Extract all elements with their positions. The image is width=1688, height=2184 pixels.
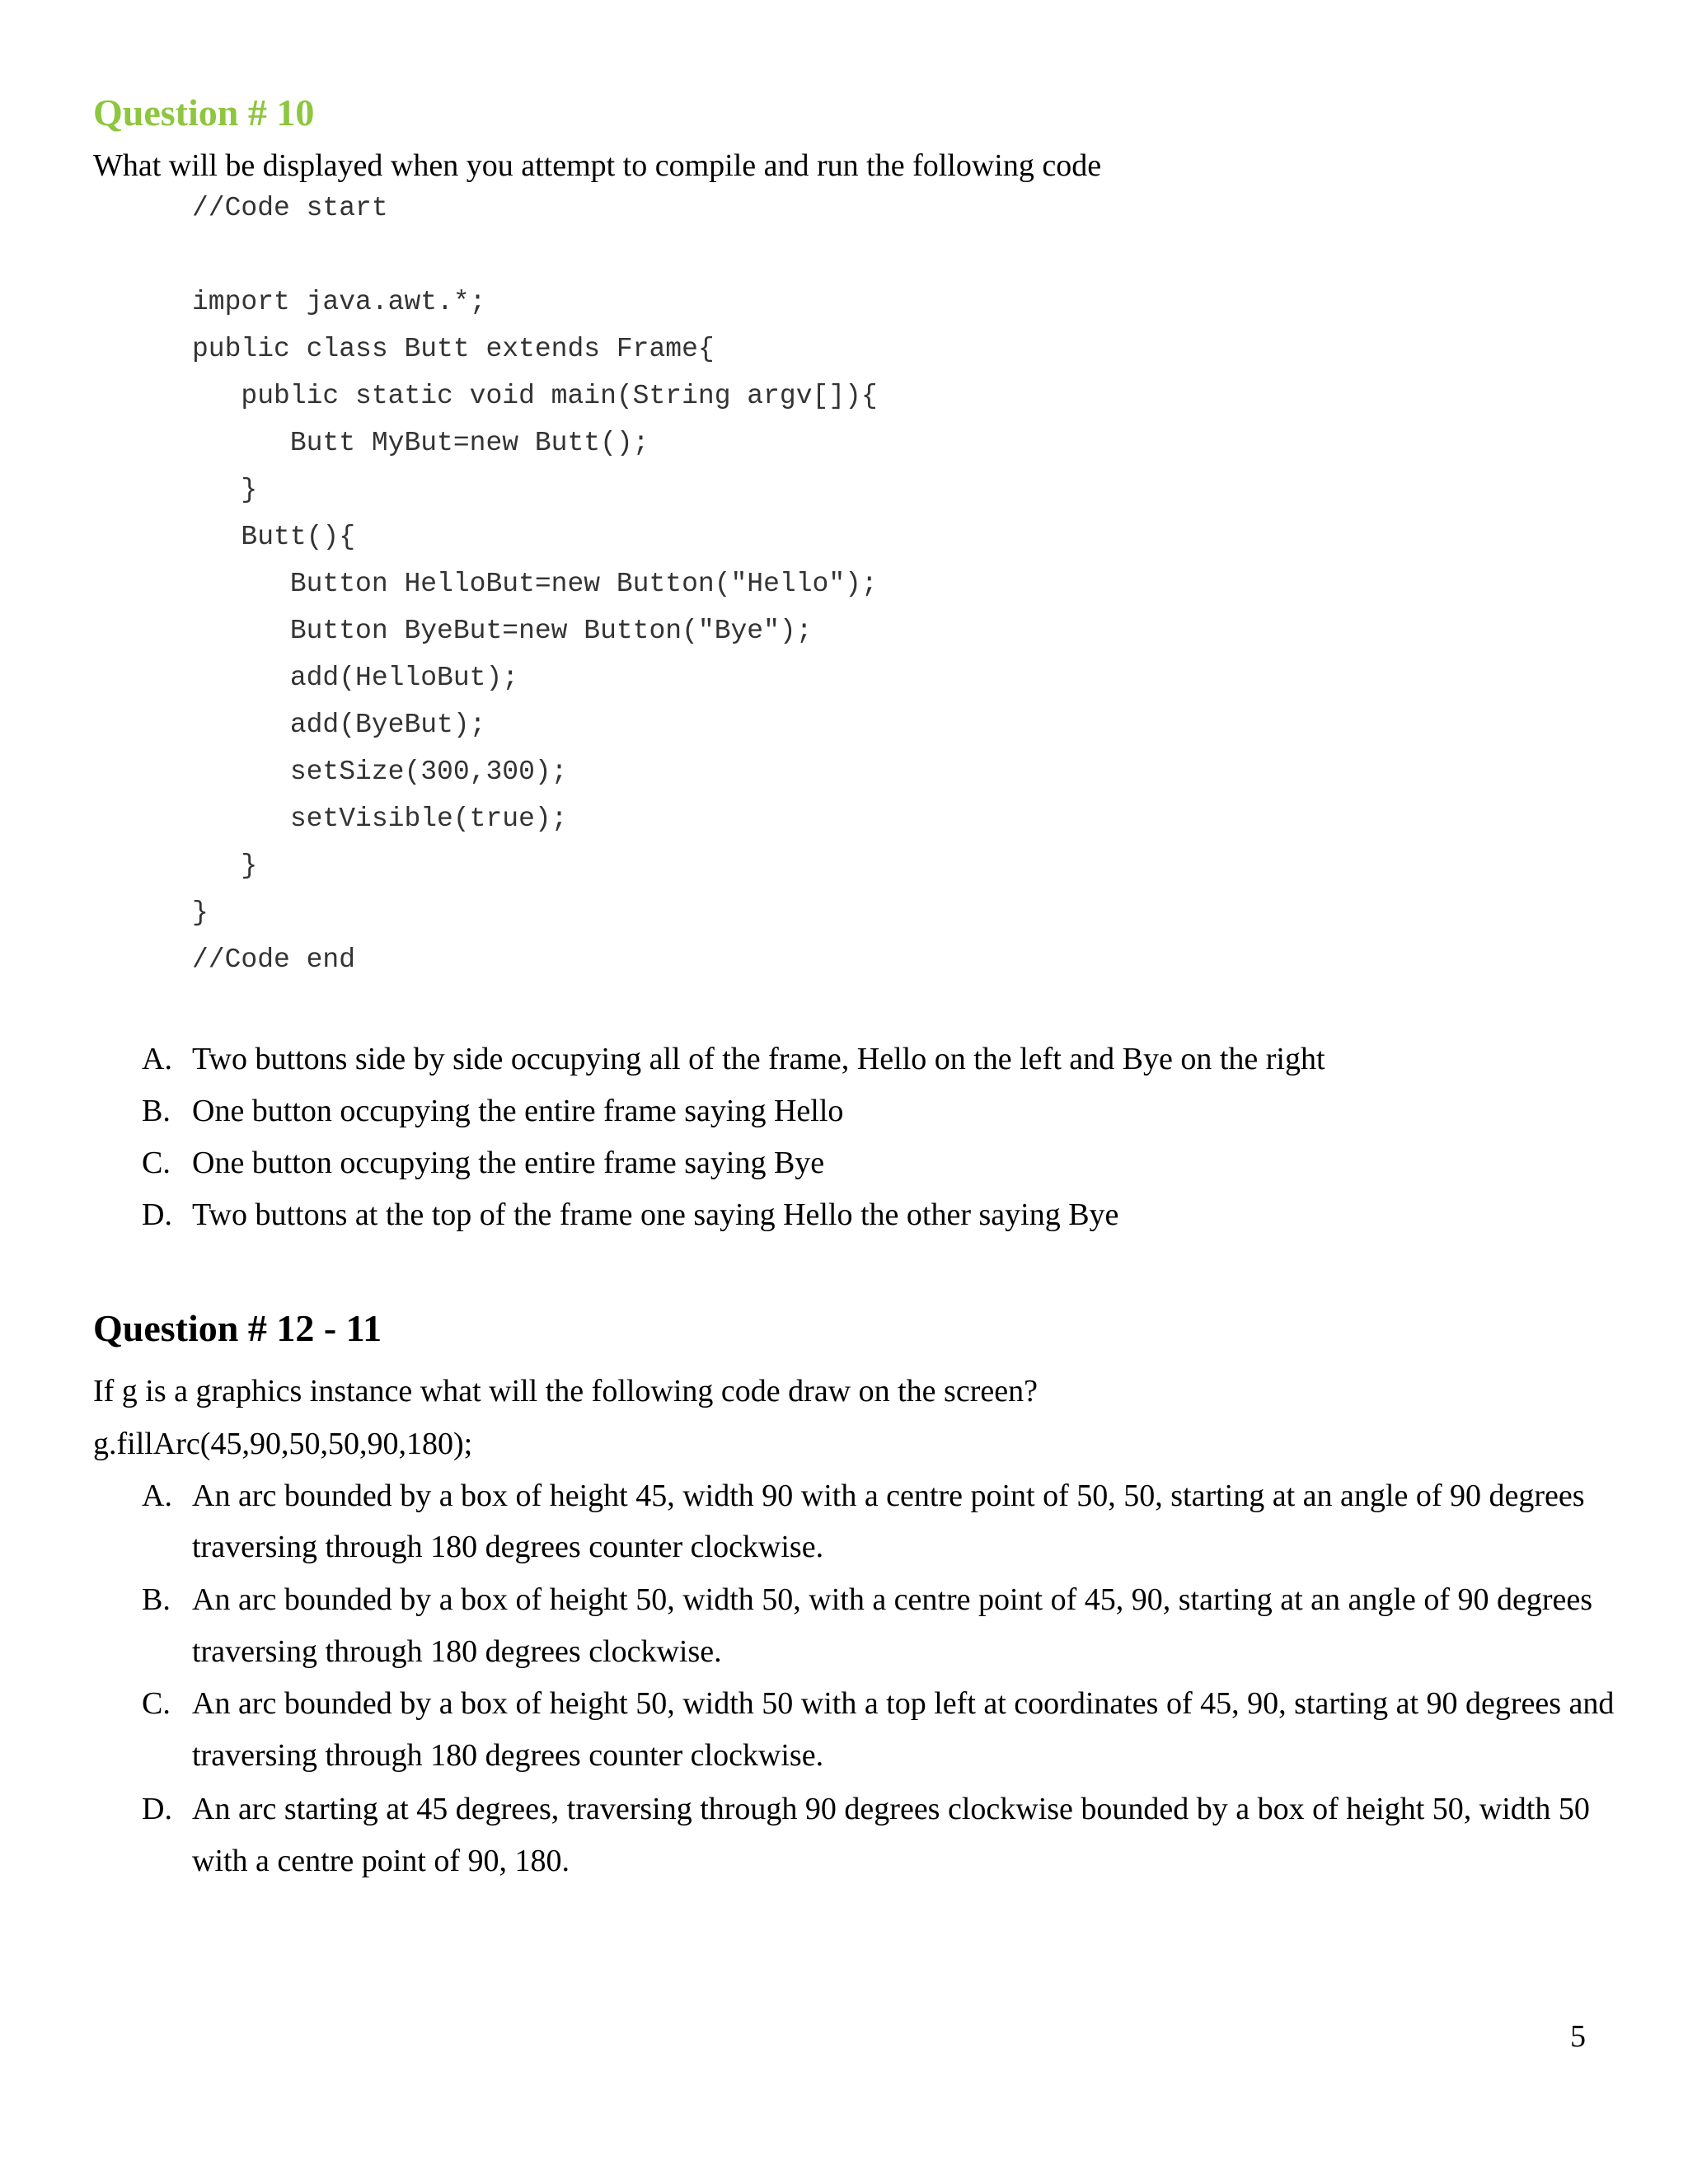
option-text: Two buttons at the top of the frame one saying Hello the other saying Bye [192, 1197, 1119, 1232]
question-11-title: Question # 12 - 11 [93, 1307, 382, 1349]
option-letter: D. [142, 1197, 172, 1232]
question-11-code: g.fillArc(45,90,50,50,90,180); [93, 1427, 473, 1461]
code-line: } [192, 898, 209, 928]
code-line: //Code start [192, 193, 388, 223]
code-line: Button HelloBut=new Button("Hello"); [192, 569, 878, 599]
option-letter: C. [142, 1146, 171, 1180]
option-text-line-1: An arc starting at 45 degrees, traversing through 90 degrees clockwise bounded by a box of height 50, width 50 [192, 1792, 1590, 1826]
code-line: setSize(300,300); [192, 757, 568, 787]
option-text-line-2: with a centre point of 90, 180. [192, 1844, 570, 1878]
question-10-title: Question # 10 [93, 91, 315, 134]
option-text-line-1: An arc bounded by a box of height 50, width 50 with a top left at coordinates of 45, 90, starting at 90 degrees and [192, 1686, 1615, 1721]
page-number: 5 [1570, 2019, 1586, 2054]
code-line: Butt(){ [192, 522, 356, 552]
option-letter: A. [142, 1042, 172, 1076]
code-line: } [192, 851, 258, 881]
option-text-line-1: An arc bounded by a box of height 50, width 50, with a centre point of 45, 90, starting at an angle of 90 degrees [192, 1582, 1593, 1617]
option-text-line-2: traversing through 180 degrees counter clockwise. [192, 1738, 824, 1773]
option-letter: B. [142, 1582, 171, 1617]
option-text-line-2: traversing through 180 degrees counter clockwise. [192, 1530, 824, 1564]
code-line: import java.awt.*; [192, 287, 486, 317]
code-line: } [192, 475, 258, 505]
question-11-prompt: If g is a graphics instance what will the following code draw on the screen? [93, 1374, 1038, 1408]
option-text: One button occupying the entire frame saying Bye [192, 1146, 825, 1180]
option-text: Two buttons side by side occupying all of the frame, Hello on the left and Bye on the right [192, 1042, 1325, 1076]
code-line: add(ByeBut); [192, 710, 486, 740]
code-line: //Code end [192, 944, 356, 975]
code-line: add(HelloBut); [192, 663, 519, 693]
option-letter: D. [142, 1792, 172, 1826]
option-text: One button occupying the entire frame saying Hello [192, 1094, 844, 1128]
code-line: setVisible(true); [192, 804, 568, 834]
option-letter: C. [142, 1686, 171, 1721]
code-line: public class Butt extends Frame{ [192, 334, 715, 364]
option-letter: B. [142, 1094, 171, 1128]
code-line: Butt MyBut=new Butt(); [192, 428, 649, 458]
code-line: Button ByeBut=new Button("Bye"); [192, 616, 813, 646]
code-line: public static void main(String argv[]){ [192, 381, 878, 411]
option-text-line-1: An arc bounded by a box of height 45, width 90 with a centre point of 50, 50, starting at an angle of 90 degrees [192, 1479, 1585, 1513]
option-letter: A. [142, 1479, 172, 1513]
question-10-prompt: What will be displayed when you attempt to compile and run the following code [93, 148, 1102, 183]
option-text-line-2: traversing through 180 degrees clockwise. [192, 1634, 722, 1669]
